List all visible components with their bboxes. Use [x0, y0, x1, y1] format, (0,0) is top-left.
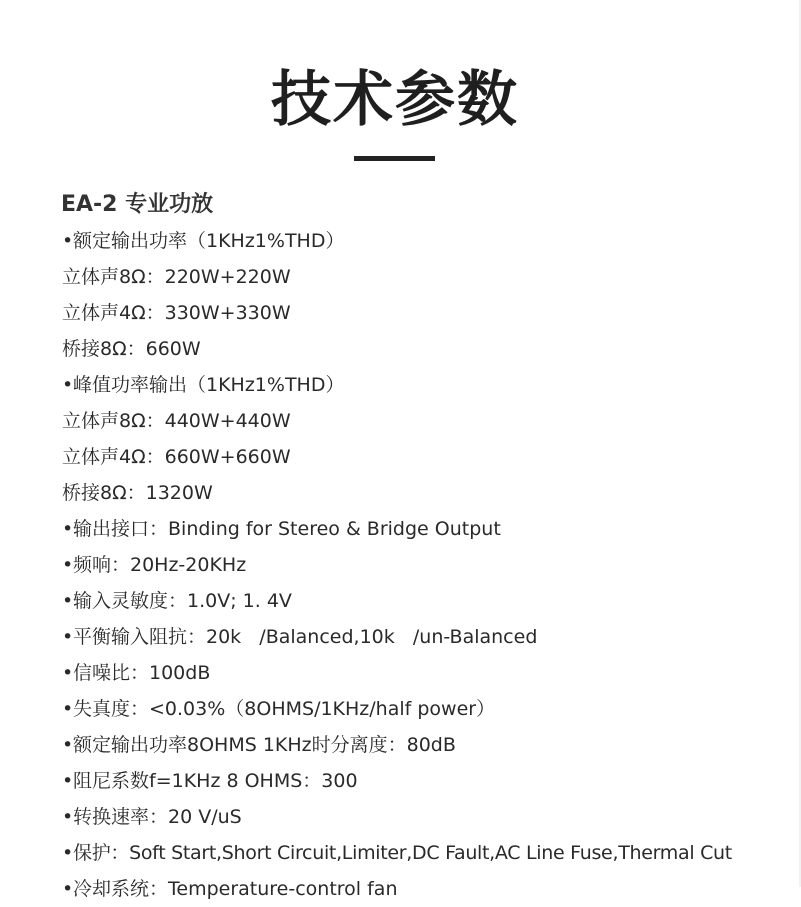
spec-text: 信噪比：100dB	[73, 662, 211, 684]
spec-item	[62, 511, 797, 547]
spec-text: 峰值功率输出（1KHz1%THD）	[73, 374, 345, 396]
spec-text: 桥接8Ω：660W	[62, 338, 201, 360]
spec-item	[62, 583, 797, 619]
spec-item	[62, 799, 797, 835]
spec-item	[62, 763, 797, 799]
spec-text: 转换速率：20 V/uS	[73, 806, 242, 828]
spec-item	[62, 223, 797, 259]
spec-section	[62, 187, 797, 907]
bullet-icon: •	[62, 518, 74, 540]
spec-text: 失真度：<0.03%（8OHMS/1KHz/half power）	[73, 698, 496, 720]
spec-item	[62, 727, 797, 763]
spec-text: 输出接口：Binding for Stereo & Bridge Output	[73, 518, 501, 540]
page-title: 技术参数	[271, 65, 519, 135]
spec-text: 额定输出功率8OHMS 1KHz时分离度：80dB	[73, 734, 456, 756]
bullet-icon: •	[62, 230, 74, 252]
spec-item	[62, 619, 797, 655]
spec-item	[62, 835, 797, 871]
spec-text: 频响：20Hz-20KHz	[73, 554, 247, 576]
bullet-icon: •	[62, 878, 74, 900]
spec-text: 冷却系统：Temperature-control fan	[73, 878, 398, 900]
title-underline	[354, 156, 435, 161]
spec-text: 立体声8Ω：220W+220W	[62, 266, 291, 288]
spec-item	[62, 403, 797, 439]
spec-item	[62, 439, 797, 475]
bullet-icon: •	[62, 734, 74, 756]
spec-text: 额定输出功率（1KHz1%THD）	[73, 230, 345, 252]
spec-item	[62, 547, 797, 583]
bullet-icon: •	[62, 806, 74, 828]
spec-item	[62, 367, 797, 403]
spec-item	[62, 655, 797, 691]
spec-item	[62, 331, 797, 367]
spec-list	[62, 223, 797, 907]
spec-item	[62, 691, 797, 727]
bullet-icon: •	[62, 698, 74, 720]
spec-text: 桥接8Ω：1320W	[62, 482, 213, 504]
bullet-icon: •	[62, 374, 74, 396]
spec-text: 立体声8Ω：440W+440W	[62, 410, 291, 432]
spec-item	[62, 259, 797, 295]
spec-text: 输入灵敏度：1.0V; 1. 4V	[73, 590, 292, 612]
spec-text: 阻尼系数f=1KHz 8 OHMS：300	[73, 770, 358, 792]
bullet-icon: •	[62, 662, 74, 684]
spec-text: 平衡输入阻抗：20k /Balanced,10k /un-Balanced	[73, 626, 538, 648]
spec-text: 立体声4Ω：660W+660W	[62, 446, 291, 468]
spec-item	[62, 475, 797, 511]
spec-text: 立体声4Ω：330W+330W	[62, 302, 291, 324]
bullet-icon: •	[62, 842, 74, 864]
spec-text: 保护：Soft Start,Short Circuit,Limiter,DC Fault,AC Line Fuse,Thermal Cut	[73, 842, 732, 864]
bullet-icon: •	[62, 554, 74, 576]
bullet-icon: •	[62, 770, 74, 792]
spec-item	[62, 295, 797, 331]
product-heading: EA-2 专业功放	[61, 192, 214, 217]
spec-item	[62, 871, 797, 907]
bullet-icon: •	[62, 590, 74, 612]
bullet-icon: •	[62, 626, 74, 648]
